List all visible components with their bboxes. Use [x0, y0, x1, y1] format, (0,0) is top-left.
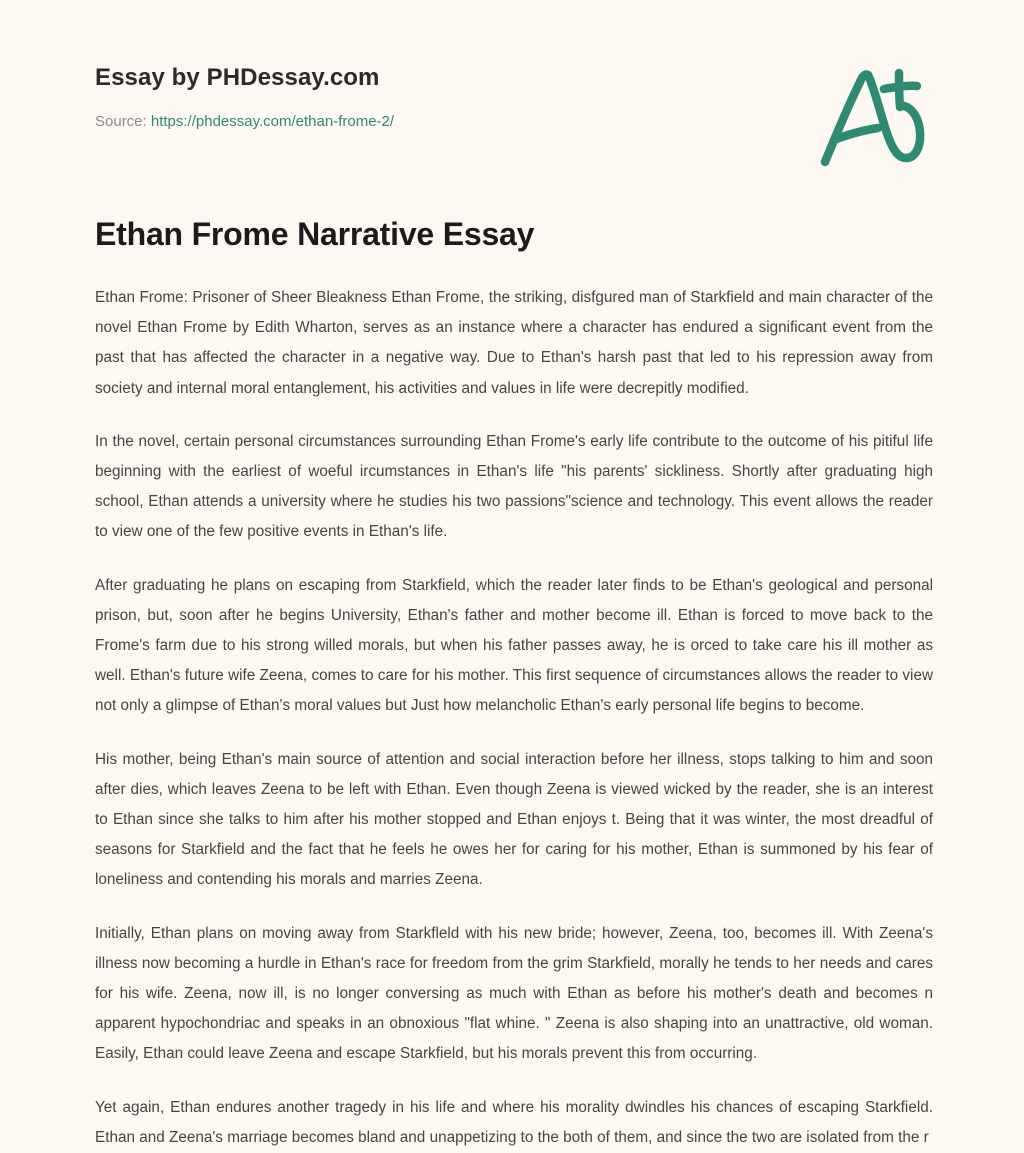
source-line: [95, 112, 935, 132]
page-title: Ethan Frome Narrative Essay: [95, 216, 535, 252]
essay-paragraph: Ethan Frome: Prisoner of Sheer Bleakness Ethan Frome, the striking, disfgured man of Starkfield and main character of the novel Ethan Frome by Edith Wharton, serves as an instance where a character has endured a significant event from the past that has affected the character in a negative way. Due to Ethan's harsh past that led to his repression away from society and internal moral entanglement, his activities and values in life were decrepitly modified.: [95, 289, 933, 397]
essay-paragraph: In the novel, certain personal circumstances surrounding Ethan Frome's early life contribute to the outcome of his pitiful life beginning with the earliest of woeful ircumstances in Ethan's life "his parents' sickliness. Shortly after graduating high school, Ethan attends a university where he studies his two passions"science and technology. This event allows the reader to view one of the few positive events in Ethan's life.: [95, 432, 933, 541]
essay-paragraph: Yet again, Ethan endures another tragedy in his life and where his morality dwindles his chances of escaping Starkfield. Ethan and Zeena's marriage becomes bland and unappetizing to the both of them, and since the two are isolated from the r: [95, 1098, 933, 1146]
a-plus-logo-icon: [812, 62, 930, 174]
source-url-link[interactable]: https://phdessay.com/ethan-frome-2/: [150, 112, 395, 130]
essay-paragraph: Initially, Ethan plans on moving away from Starkfleld with his new bride; however, Zeena, too, becomes ill. With Zeena's illness now becoming a hurdle in Ethan's race for freedom from the grim Starkfield, morally he tends to her needs and cares for his wife. Zeena, now ill, is no longer conversing as much with Ethan as before his mother's death and becomes n apparent hypochondriac and speaks in an obnoxious "flat whine. " Zeena is also shaping into an unattractive, old woman. Easily, Ethan could leave Zeena and escape Starkfield, but his morals prevent this from occurring.: [95, 924, 933, 1063]
source-label: Source:: [95, 112, 147, 130]
a-plus-logo: [812, 62, 930, 174]
essay-paragraph: After graduating he plans on escaping from Starkfield, which the reader later finds to be Ethan's geological and personal prison, but, soon after he begins University, Ethan's father and mother become ill. Ethan is forced to move back to the Frome's farm due to his strong willed morals, but when his father passes away, he is orced to take care his ill mother as well. Ethan's future wife Zeena, comes to care for his mother. This first sequence of circumstances allows the reader to view not only a glimpse of Ethan's moral values but Just how melancholic Ethan's early personal life begins to become.: [95, 576, 933, 715]
essay-body: [95, 283, 933, 1146]
document-header: [95, 64, 935, 131]
essay-paragraph: His mother, being Ethan's main source of attention and social interaction before her illness, stops talking to him and soon after dies, which leaves Zeena to be left with Ethan. Even though Zeena is viewed wicked by the reader, she is an interest to Ethan since she talks to him after his mother stopped and Ethan enjoys t. Being that it was winter, the most dreadful of seasons for Starkfield and the fact that he feels he owes her for caring for his mother, Ethan is summoned by his fear of loneliness and contending his morals and marries Zeena.: [95, 750, 933, 889]
brand-title: Essay by PHDessay.com: [95, 64, 380, 91]
